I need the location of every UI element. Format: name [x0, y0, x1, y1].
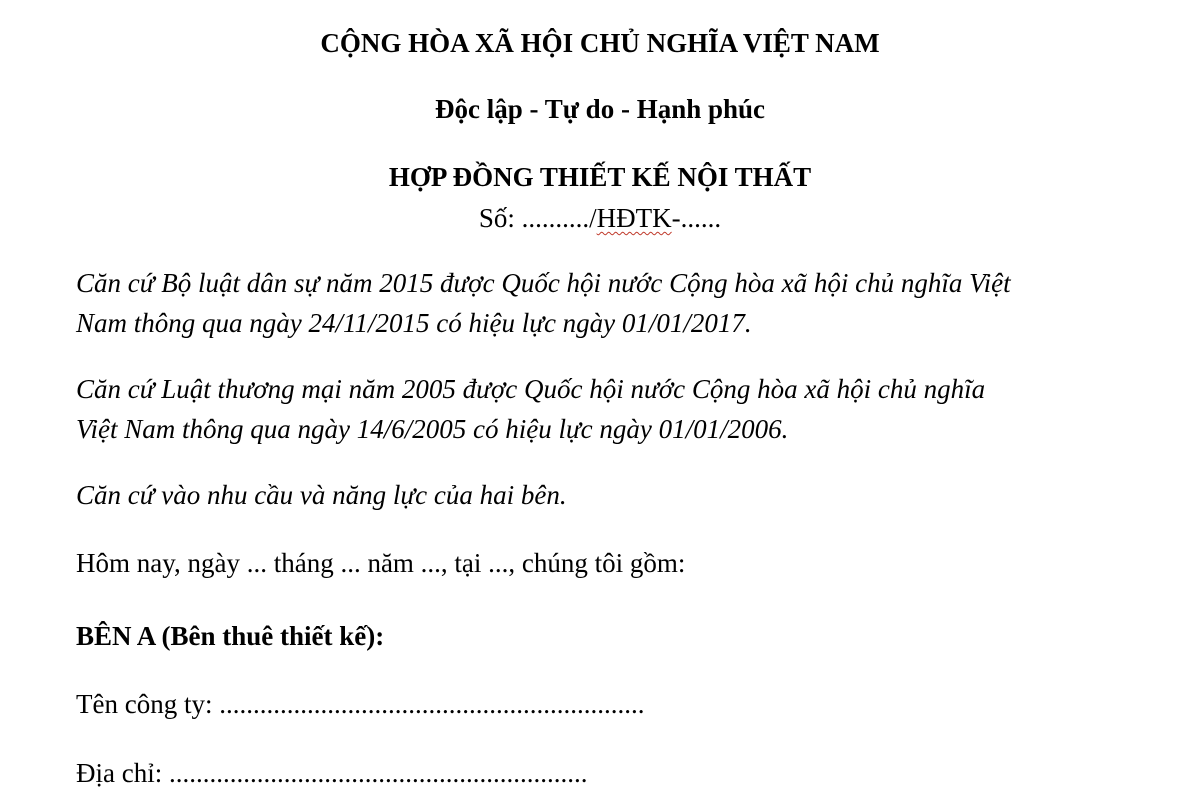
- party-a-heading: BÊN A (Bên thuê thiết kế):: [76, 621, 385, 651]
- motto-heading: Độc lập - Tự do - Hạnh phúc: [434, 94, 766, 124]
- preamble-commercial-law-line-1: Căn cứ Luật thương mại năm 2005 được Quốc hội nước Cộng hòa xã hội chủ nghĩa: [76, 374, 986, 404]
- intro-paragraph: Hôm nay, ngày ... tháng ... năm ..., tại ..., chúng tôi gồm:: [76, 548, 686, 578]
- address-field: Địa chỉ: ..............................................................: [76, 758, 588, 788]
- preamble-civil-code-line-1: Căn cứ Bộ luật dân sự năm 2015 được Quốc hội nước Cộng hòa xã hội chủ nghĩa Việt: [76, 268, 1011, 298]
- nation-heading: CỘNG HÒA XÃ HỘI CHỦ NGHĨA VIỆT NAM: [320, 28, 880, 58]
- company-name-field: Tên công ty: ...............................................................: [76, 689, 645, 719]
- contract-number-code: HĐTK: [596, 203, 672, 233]
- contract-title: HỢP ĐỒNG THIẾT KẾ NỘI THẤT: [388, 162, 812, 192]
- preamble-commercial-law-line-2: Việt Nam thông qua ngày 14/6/2005 có hiệu lực ngày 01/01/2006.: [76, 414, 789, 444]
- contract-number-suffix: -......: [671, 203, 722, 233]
- contract-number: [0, 201, 1200, 235]
- preamble-needs: Căn cứ vào nhu cầu và năng lực của hai bên.: [76, 480, 567, 510]
- preamble-civil-code-line-2: Nam thông qua ngày 24/11/2015 có hiệu lực ngày 01/01/2017.: [76, 308, 752, 338]
- contract-number-prefix: Số: ........../: [478, 203, 597, 233]
